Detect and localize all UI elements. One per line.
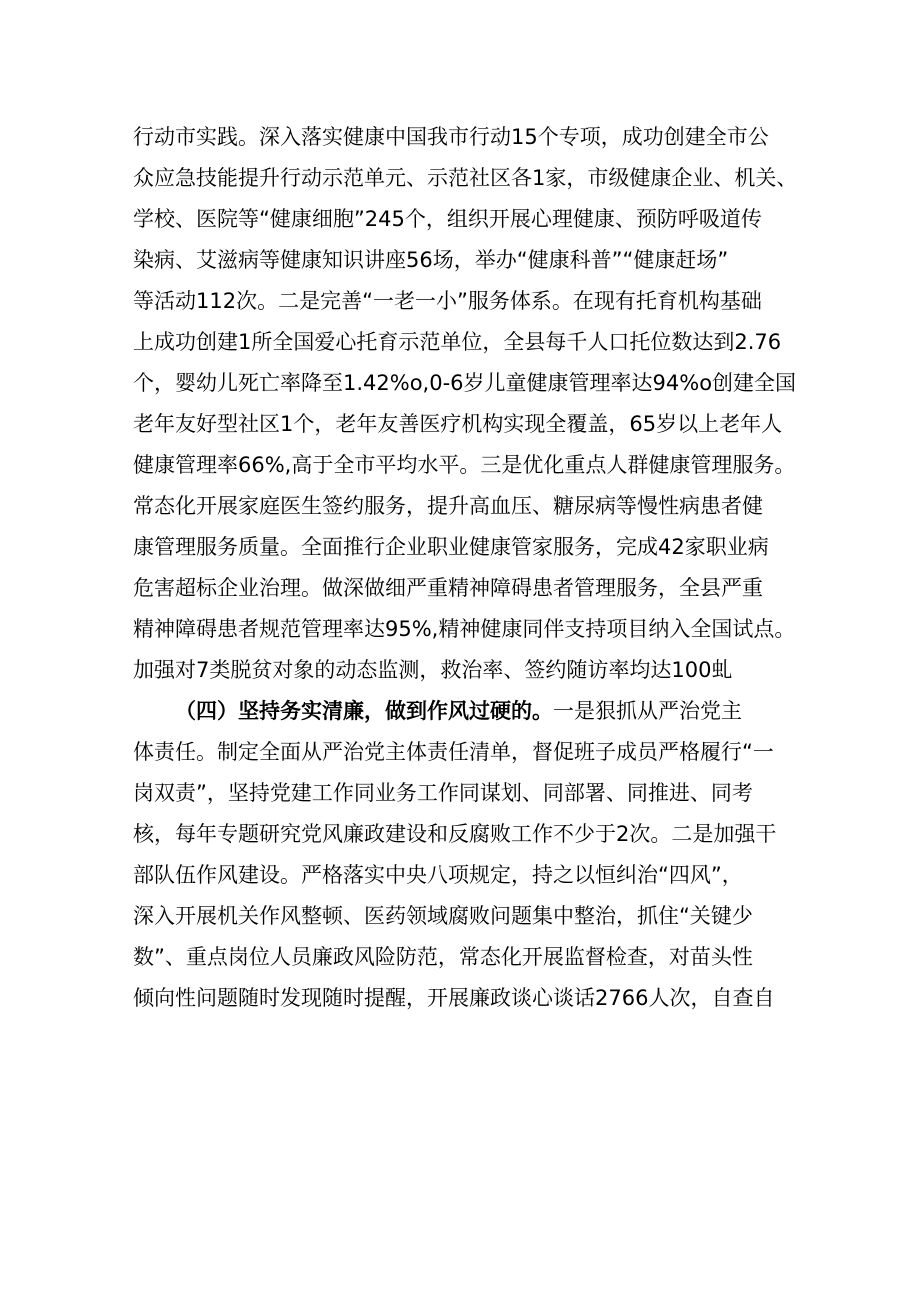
- text-line: 个，婴幼儿死亡率降至1.42%o,0-6岁儿童健康管理率达94%o创建全国: [133, 371, 797, 395]
- text-line: 精神障碍患者规范管理率达95%,精神健康同伴支持项目纳入全国试点。: [133, 617, 796, 641]
- text-line: 康管理服务质量。全面推行企业职业健康管家服务，完成42家职业病: [133, 535, 769, 559]
- text-line: 老年友好型社区1个，老年友善医疗机构实现全覆盖，65岁以上老年人: [133, 412, 783, 436]
- text-line: 深入开展机关作风整顿、医药领域腐败问题集中整治，抓住“关键少: [133, 904, 753, 928]
- text-line: 倾向性问题随时发现随时提醒，开展廉政谈心谈话2766人次，自查自: [133, 986, 775, 1010]
- text-line: 部队伍作风建设。严格落实中央八项规定，持之以恒纠治“四风”，: [133, 863, 743, 887]
- text-line: 上成功创建1所全国爱心托育示范单位，全县每千人口托位数达到2.76: [133, 330, 782, 354]
- text-line: 核，每年专题研究党风廉政建设和反腐败工作不少于2次。二是加强干: [133, 822, 777, 846]
- text-line: 行动市实践。深入落实健康中国我市行动15个专项，成功创建全市公: [133, 125, 769, 149]
- text-line: 众应急技能提升行动示范单元、示范社区各1家，市级健康企业、机关、: [133, 166, 798, 190]
- text-line: 学校、医院等“健康细胞”245个，组织开展心理健康、预防呼吸道传: [133, 207, 762, 231]
- text-line: 岗双责”，坚持党建工作同业务工作同谋划、同部署、同推进、同考: [133, 781, 753, 805]
- text-line: 危害超标企业治理。做深做细严重精神障碍患者管理服务，全县严重: [133, 576, 763, 600]
- text-line: 数”、重点岗位人员廉政风险防范，常态化开展监督检查，对苗头性: [133, 945, 753, 969]
- text-line: 健康管理率66%,高于全市平均水平。三是优化重点人群健康管理服务。: [133, 453, 796, 477]
- text-line: 等活动112次。二是完善“一老一小”服务体系。在现有托育机构基础: [133, 289, 762, 313]
- text-line: 加强对7类脱贫对象的动态监测，救治率、签约随访率均达100虬: [133, 658, 733, 682]
- section-first-line-text: 一是狠抓从严治党主: [553, 699, 742, 723]
- section-first-line: [133, 691, 813, 732]
- text-line: 体责任。制定全面从严治党主体责任清单，督促班子成员严格履行“一: [133, 740, 774, 764]
- text-line: 染病、艾滋病等健康知识讲座56场，举办“健康科普”“健康赶场”: [133, 248, 729, 272]
- text-line: 常态化开展家庭医生签约服务，提升高血压、糖尿病等慢性病患者健: [133, 494, 763, 518]
- section-heading: （四）坚持务实清廉，做到作风过硬的。: [175, 699, 553, 723]
- body-text: [133, 117, 813, 1019]
